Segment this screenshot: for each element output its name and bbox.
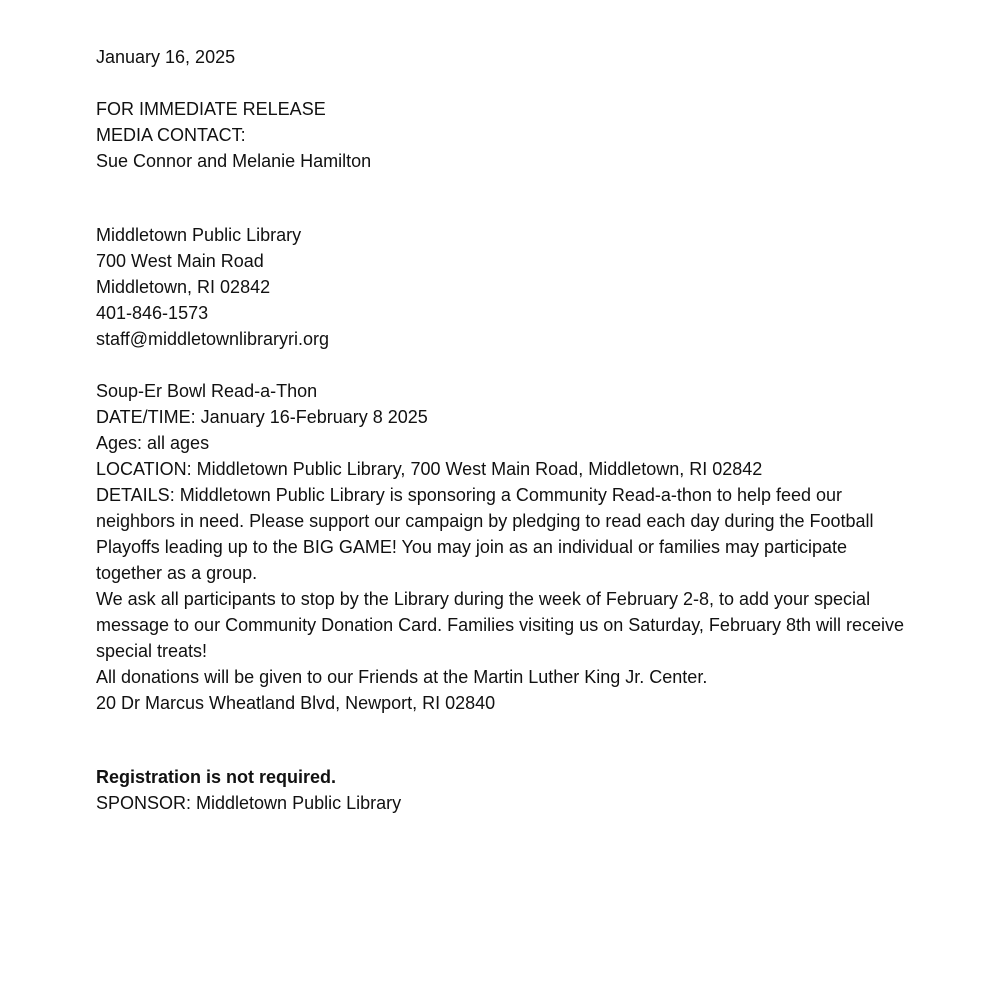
sponsor-line: SPONSOR: Middletown Public Library: [96, 793, 402, 813]
event-title: Soup-Er Bowl Read-a-Thon: [96, 381, 318, 401]
organization-street: 700 West Main Road: [96, 251, 264, 271]
footer-block: [96, 764, 906, 816]
organization-email: staff@middletownlibraryri.org: [96, 329, 330, 349]
event-block: [96, 378, 906, 482]
release-header: [96, 96, 906, 148]
for-immediate-release-line: FOR IMMEDIATE RELEASE: [96, 99, 326, 119]
contact-names: Sue Connor and Melanie Hamilton: [96, 151, 372, 171]
organization-name: Middletown Public Library: [96, 225, 302, 245]
organization-phone: 401-846-1573: [96, 303, 209, 323]
release-date: January 16, 2025: [96, 47, 236, 67]
donations-line: All donations will be given to our Friends at the Martin Luther King Jr. Center.: [96, 667, 708, 687]
registration-note: Registration is not required.: [96, 767, 337, 787]
participation-paragraph: We ask all participants to stop by the Library during the week of February 2-8, to add your special message to our Community Donation Card. Families visiting us on Saturday, February 8th will receive special treats!: [96, 589, 905, 661]
donation-address: 20 Dr Marcus Wheatland Blvd, Newport, RI 02840: [96, 693, 496, 713]
event-location: LOCATION: Middletown Public Library, 700 West Main Road, Middletown, RI 02842: [96, 459, 763, 479]
details-paragraph: DETAILS: Middletown Public Library is sponsoring a Community Read-a-thon to help feed our neighbors in need. Please support our campaign by pledging to read each day during the Football Playoffs leading up to the BIG GAME! You may join as an individual or families may participate together as a group.: [96, 485, 874, 583]
event-date-time: DATE/TIME: January 16-February 8 2025: [96, 407, 428, 427]
event-ages: Ages: all ages: [96, 433, 210, 453]
organization-block: [96, 222, 906, 352]
organization-city-state-zip: Middletown, RI 02842: [96, 277, 271, 297]
media-contact-label: MEDIA CONTACT:: [96, 125, 246, 145]
